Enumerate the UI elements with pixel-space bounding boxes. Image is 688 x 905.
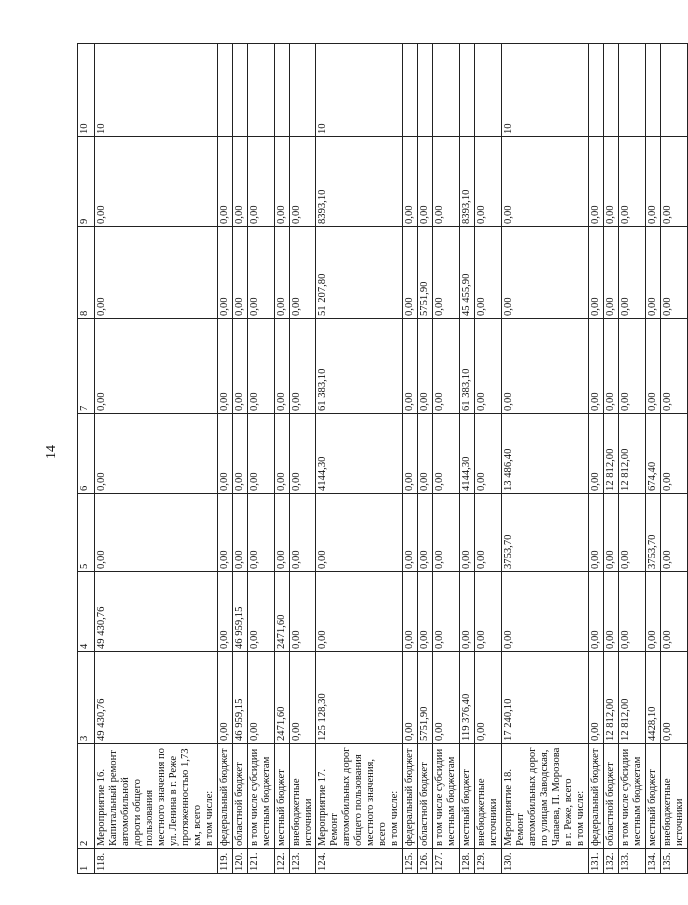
- value-cell: 0,00: [660, 652, 687, 744]
- value-cell: 0,00: [95, 319, 218, 414]
- value-cell: 0,00: [274, 319, 289, 414]
- value-cell: 0,00: [603, 494, 618, 572]
- budget-table: [77, 43, 688, 874]
- value-cell: 0,00: [588, 414, 603, 494]
- value-cell: 0,00: [475, 414, 502, 494]
- value-cell: 0,00: [289, 137, 316, 227]
- value-cell: [217, 44, 232, 137]
- value-cell: [603, 44, 618, 137]
- value-cell: 0,00: [232, 137, 247, 227]
- value-cell: 4144,30: [460, 414, 475, 494]
- value-cell: [475, 44, 502, 137]
- value-cell: [660, 44, 687, 137]
- value-cell: 0,00: [502, 227, 589, 319]
- row-number-cell: 123.: [289, 849, 316, 874]
- row-label-cell: Мероприятие 18. Ремонт автомобильных дорог по улицам Заводская, Чапаева, П. Морозова в г. Реже, всего в том числе:: [502, 744, 589, 849]
- value-cell: 0,00: [418, 572, 433, 652]
- value-cell: 45 455,90: [460, 227, 475, 319]
- value-cell: 0,00: [618, 227, 645, 319]
- value-cell: 0,00: [232, 414, 247, 494]
- row-label-cell: в том числе субсидии местным бюджетам: [247, 744, 274, 849]
- value-cell: 0,00: [418, 414, 433, 494]
- value-cell: 0,00: [418, 319, 433, 414]
- table-row: [247, 44, 274, 874]
- row-number-cell: 130.: [502, 849, 589, 874]
- table-header-row: [78, 44, 95, 874]
- value-cell: 0,00: [289, 319, 316, 414]
- value-cell: 3753,70: [502, 494, 589, 572]
- value-cell: 49 430,76: [95, 652, 218, 744]
- value-cell: 0,00: [502, 572, 589, 652]
- table-body: [95, 44, 688, 874]
- value-cell: 0,00: [660, 414, 687, 494]
- value-cell: 0,00: [460, 572, 475, 652]
- row-number-cell: 126.: [418, 849, 433, 874]
- column-header: 8: [78, 227, 95, 319]
- row-number-cell: 127.: [433, 849, 460, 874]
- value-cell: [645, 44, 660, 137]
- value-cell: 3753,70: [645, 494, 660, 572]
- value-cell: 0,00: [618, 494, 645, 572]
- value-cell: 0,00: [475, 319, 502, 414]
- table-row: [232, 44, 247, 874]
- value-cell: 0,00: [403, 319, 418, 414]
- value-cell: 0,00: [217, 494, 232, 572]
- row-number-cell: 119.: [217, 849, 232, 874]
- row-label-cell: областной бюджет: [418, 744, 433, 849]
- row-number-cell: 121.: [247, 849, 274, 874]
- value-cell: 12 812,00: [618, 652, 645, 744]
- value-cell: 0,00: [247, 652, 274, 744]
- value-cell: 4144,30: [316, 414, 403, 494]
- table-row: [217, 44, 232, 874]
- value-cell: 0,00: [247, 319, 274, 414]
- value-cell: 0,00: [660, 494, 687, 572]
- value-cell: 0,00: [618, 319, 645, 414]
- row-number-cell: 131.: [588, 849, 603, 874]
- value-cell: 4428,10: [645, 652, 660, 744]
- value-cell: 0,00: [660, 572, 687, 652]
- value-cell: 0,00: [475, 227, 502, 319]
- value-cell: 0,00: [433, 137, 460, 227]
- value-cell: 0,00: [475, 652, 502, 744]
- row-number-cell: 134.: [645, 849, 660, 874]
- value-cell: 10: [502, 44, 589, 137]
- value-cell: 13 486,40: [502, 414, 589, 494]
- value-cell: [403, 44, 418, 137]
- row-number-cell: 122.: [274, 849, 289, 874]
- value-cell: 0,00: [217, 137, 232, 227]
- value-cell: 12 812,00: [603, 652, 618, 744]
- column-header: 3: [78, 652, 95, 744]
- value-cell: 0,00: [289, 494, 316, 572]
- value-cell: 0,00: [289, 572, 316, 652]
- value-cell: 0,00: [232, 227, 247, 319]
- table-row: [289, 44, 316, 874]
- value-cell: 0,00: [588, 494, 603, 572]
- value-cell: 0,00: [403, 652, 418, 744]
- row-number-cell: 125.: [403, 849, 418, 874]
- row-label-cell: местный бюджет: [460, 744, 475, 849]
- value-cell: 0,00: [247, 227, 274, 319]
- value-cell: 0,00: [217, 319, 232, 414]
- table-row: [660, 44, 687, 874]
- value-cell: 46 959,15: [232, 652, 247, 744]
- value-cell: 0,00: [588, 652, 603, 744]
- value-cell: 12 812,00: [618, 414, 645, 494]
- table-row: [460, 44, 475, 874]
- value-cell: 46 959,15: [232, 572, 247, 652]
- value-cell: 0,00: [645, 137, 660, 227]
- table-row: [403, 44, 418, 874]
- row-number-cell: 120.: [232, 849, 247, 874]
- value-cell: 0,00: [403, 494, 418, 572]
- value-cell: 0,00: [475, 572, 502, 652]
- table-row: [316, 44, 403, 874]
- value-cell: 0,00: [403, 227, 418, 319]
- value-cell: 0,00: [433, 572, 460, 652]
- value-cell: 0,00: [232, 494, 247, 572]
- value-cell: 8393,10: [316, 137, 403, 227]
- value-cell: 674,40: [645, 414, 660, 494]
- rotated-table-container: [77, 44, 685, 874]
- value-cell: 0,00: [588, 319, 603, 414]
- value-cell: 0,00: [217, 652, 232, 744]
- row-label-cell: федеральный бюджет: [403, 744, 418, 849]
- value-cell: 0,00: [247, 414, 274, 494]
- value-cell: 0,00: [403, 414, 418, 494]
- value-cell: 0,00: [645, 572, 660, 652]
- row-number-cell: 133.: [618, 849, 645, 874]
- value-cell: 0,00: [217, 414, 232, 494]
- value-cell: 0,00: [618, 572, 645, 652]
- value-cell: 12 812,00: [603, 414, 618, 494]
- value-cell: [232, 44, 247, 137]
- value-cell: 10: [316, 44, 403, 137]
- value-cell: 0,00: [460, 494, 475, 572]
- value-cell: 2471,60: [274, 572, 289, 652]
- value-cell: 0,00: [95, 494, 218, 572]
- row-label-cell: областной бюджет: [232, 744, 247, 849]
- value-cell: 2471,60: [274, 652, 289, 744]
- value-cell: 0,00: [433, 652, 460, 744]
- value-cell: 0,00: [95, 414, 218, 494]
- row-number-cell: 135.: [660, 849, 687, 874]
- row-number-cell: 132.: [603, 849, 618, 874]
- column-header: 2: [78, 744, 95, 849]
- row-number-cell: 128.: [460, 849, 475, 874]
- row-label-cell: областной бюджет: [603, 744, 618, 849]
- page-number: 14: [44, 445, 59, 459]
- column-header: 5: [78, 494, 95, 572]
- value-cell: 0,00: [603, 319, 618, 414]
- value-cell: 5751,90: [418, 227, 433, 319]
- value-cell: 0,00: [247, 572, 274, 652]
- value-cell: 0,00: [588, 227, 603, 319]
- value-cell: 0,00: [475, 494, 502, 572]
- value-cell: 0,00: [289, 652, 316, 744]
- column-header: 7: [78, 319, 95, 414]
- value-cell: 125 128,30: [316, 652, 403, 744]
- value-cell: 0,00: [274, 227, 289, 319]
- row-label-cell: федеральный бюджет: [588, 744, 603, 849]
- value-cell: 0,00: [95, 227, 218, 319]
- value-cell: 0,00: [645, 227, 660, 319]
- value-cell: 0,00: [603, 137, 618, 227]
- value-cell: [247, 44, 274, 137]
- value-cell: 0,00: [274, 137, 289, 227]
- value-cell: 49 430,76: [95, 572, 218, 652]
- value-cell: 0,00: [603, 227, 618, 319]
- value-cell: 0,00: [603, 572, 618, 652]
- value-cell: 17 240,10: [502, 652, 589, 744]
- table-row: [95, 44, 218, 874]
- value-cell: 0,00: [502, 137, 589, 227]
- row-label-cell: местный бюджет: [645, 744, 660, 849]
- value-cell: 8393,10: [460, 137, 475, 227]
- value-cell: [618, 44, 645, 137]
- value-cell: 0,00: [618, 137, 645, 227]
- value-cell: 61 383,10: [460, 319, 475, 414]
- value-cell: 0,00: [660, 319, 687, 414]
- value-cell: 0,00: [418, 494, 433, 572]
- row-label-cell: Мероприятие 17. Ремонт автомобильных дорог общего пользования местного значения, всего в том числе:: [316, 744, 403, 849]
- value-cell: 0,00: [289, 414, 316, 494]
- table-row: [274, 44, 289, 874]
- value-cell: 0,00: [403, 137, 418, 227]
- table-row: [502, 44, 589, 874]
- value-cell: 0,00: [232, 319, 247, 414]
- row-label-cell: местный бюджет: [274, 744, 289, 849]
- value-cell: 0,00: [645, 319, 660, 414]
- value-cell: 0,00: [433, 227, 460, 319]
- row-number-cell: 124.: [316, 849, 403, 874]
- column-header: 4: [78, 572, 95, 652]
- value-cell: 0,00: [217, 227, 232, 319]
- row-label-cell: внебюджетные источники: [475, 744, 502, 849]
- table-row: [418, 44, 433, 874]
- row-label-cell: федеральный бюджет: [217, 744, 232, 849]
- value-cell: 0,00: [433, 494, 460, 572]
- column-header: 1: [78, 849, 95, 874]
- table-row: [645, 44, 660, 874]
- table-row: [433, 44, 460, 874]
- value-cell: 0,00: [660, 137, 687, 227]
- value-cell: 0,00: [433, 414, 460, 494]
- value-cell: 0,00: [217, 572, 232, 652]
- row-label-cell: в том числе субсидии местным бюджетам: [433, 744, 460, 849]
- column-header: 9: [78, 137, 95, 227]
- value-cell: 0,00: [289, 227, 316, 319]
- table-row: [475, 44, 502, 874]
- value-cell: 0,00: [660, 227, 687, 319]
- value-cell: 0,00: [274, 494, 289, 572]
- value-cell: [460, 44, 475, 137]
- value-cell: 5751,90: [418, 652, 433, 744]
- value-cell: [274, 44, 289, 137]
- value-cell: 0,00: [418, 137, 433, 227]
- value-cell: 0,00: [247, 494, 274, 572]
- row-number-cell: 118.: [95, 849, 218, 874]
- value-cell: 0,00: [475, 137, 502, 227]
- value-cell: 0,00: [316, 572, 403, 652]
- value-cell: [588, 44, 603, 137]
- value-cell: 51 207,80: [316, 227, 403, 319]
- table-row: [603, 44, 618, 874]
- value-cell: 0,00: [502, 319, 589, 414]
- table-row: [588, 44, 603, 874]
- value-cell: [433, 44, 460, 137]
- value-cell: 0,00: [95, 137, 218, 227]
- table-row: [618, 44, 645, 874]
- row-label-cell: внебюджетные источники: [660, 744, 687, 849]
- value-cell: 0,00: [433, 319, 460, 414]
- value-cell: 119 376,40: [460, 652, 475, 744]
- value-cell: 0,00: [403, 572, 418, 652]
- value-cell: [289, 44, 316, 137]
- row-label-cell: внебюджетные источники: [289, 744, 316, 849]
- value-cell: 0,00: [247, 137, 274, 227]
- row-label-cell: Мероприятие 16. Капитальный ремонт автомобильной дороги общего пользования местного значения по ул. Ленина в г. Реже протяженностью 1,73 км, всего в том числе:: [95, 744, 218, 849]
- value-cell: 61 383,10: [316, 319, 403, 414]
- value-cell: 10: [95, 44, 218, 137]
- value-cell: 0,00: [588, 572, 603, 652]
- value-cell: 0,00: [316, 494, 403, 572]
- row-number-cell: 129.: [475, 849, 502, 874]
- value-cell: 0,00: [274, 414, 289, 494]
- row-label-cell: в том числе субсидии местным бюджетам: [618, 744, 645, 849]
- value-cell: 0,00: [588, 137, 603, 227]
- value-cell: [418, 44, 433, 137]
- column-header: 6: [78, 414, 95, 494]
- column-header: 10: [78, 44, 95, 137]
